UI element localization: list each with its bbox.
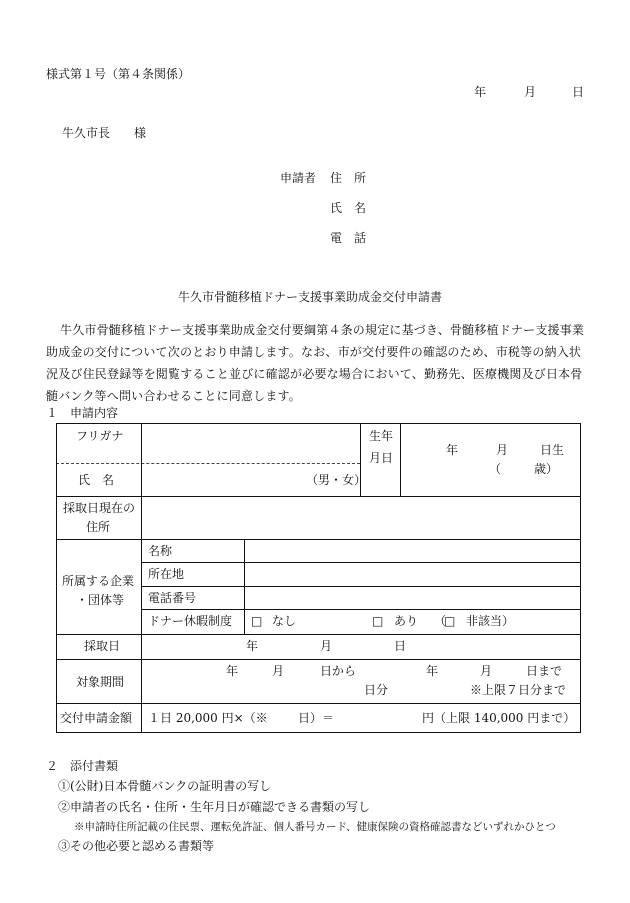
org-row-name: 名称 xyxy=(148,544,173,558)
date-day-label: 日 xyxy=(572,85,585,99)
collection-day-label: 日 xyxy=(394,639,407,653)
birth-label-line2: 月日 xyxy=(369,451,394,465)
leave-none-label: なし xyxy=(272,614,297,628)
leave-exists-label: あり xyxy=(394,614,419,628)
amount-label: 交付申請金額 xyxy=(60,711,133,725)
section2-heading: ２ 添付書類 xyxy=(46,759,119,773)
period-start-month: 月 xyxy=(272,664,285,678)
leave-na-checkbox[interactable]: □ xyxy=(444,614,456,628)
collection-month-label: 月 xyxy=(320,639,333,653)
collection-year-label: 年 xyxy=(246,639,259,653)
form-number: 様式第１号（第４条関係） xyxy=(46,67,191,81)
leave-exists-checkbox[interactable]: □ xyxy=(372,614,384,628)
applicant-phone-label: 電 話 xyxy=(330,231,367,245)
period-days: 日分 xyxy=(364,683,389,697)
date-year-label: 年 xyxy=(474,85,487,99)
org-label-line2: ・団体等 xyxy=(76,593,125,607)
collection-date-label: 採取日 xyxy=(84,639,121,653)
birth-day-label: 日生 xyxy=(540,443,565,457)
amount-days: 日）＝ xyxy=(298,711,335,725)
section1-heading: １ 申請内容 xyxy=(46,406,119,420)
amount-formula: １日 20,000 円×（※ xyxy=(148,711,268,725)
period-start-year: 年 xyxy=(226,664,239,678)
attachment-note: ※申請時住所記載の住民票、運転免許証、個人番号カード、健康保険の資格確認書などいずれかひとつ xyxy=(74,821,556,833)
leave-na-label: 非該当） xyxy=(466,614,515,628)
org-row-leave: ドナー休暇制度 xyxy=(148,614,233,628)
period-limit: ※上限７日分まで xyxy=(470,683,567,697)
leave-na-paren: （ xyxy=(434,614,447,628)
applicant-role-label: 申請者 xyxy=(280,171,317,185)
gender-options: （男・女） xyxy=(306,473,367,487)
applicant-address-label: 住 所 xyxy=(330,171,367,185)
org-row-address: 所在地 xyxy=(148,567,185,581)
period-end-day: 日まで xyxy=(526,664,563,678)
attachment-item-3: ③その他必要と認める書類等 xyxy=(58,839,215,853)
leave-none-checkbox[interactable]: □ xyxy=(251,614,263,628)
period-end-month: 月 xyxy=(480,664,493,678)
date-month-label: 月 xyxy=(524,85,537,99)
org-row-phone: 電話番号 xyxy=(148,591,197,605)
attachment-item-1: ①(公財)日本骨髄バンクの証明書の写し xyxy=(58,779,272,793)
period-start-day: 日から xyxy=(320,664,357,678)
document-body: 牛久市骨髄移植ドナー支援事業助成金交付要綱第４条の規定に基づき、骨髄移植ドナー支援事業助成金の交付について次のとおり申請します。なお、市が交付要件の確認のため、市税等の納入状況及び住民登録等を閲覧すること並びに確認が必要な場合において、勤務先、医療機関及び日本骨髄バンク等へ問い合わせることに同意します。 xyxy=(46,323,585,403)
furigana-label: フリガナ xyxy=(76,429,124,443)
birth-label-line1: 生年 xyxy=(369,429,394,443)
name-label: 氏 名 xyxy=(78,473,115,487)
period-end-year: 年 xyxy=(426,664,439,678)
period-label: 対象期間 xyxy=(76,675,125,689)
org-label-line1: 所属する企業 xyxy=(62,574,135,588)
age-open: （ xyxy=(489,462,502,476)
address-label-line1: 採取日現在の xyxy=(63,501,136,515)
amount-result: 円（上限 140,000 円まで） xyxy=(422,711,576,725)
addressee: 牛久市長 様 xyxy=(62,126,147,140)
document-title: 牛久市骨髄移植ドナー支援事業助成金交付申請書 xyxy=(178,290,443,304)
address-label-line2: 住所 xyxy=(86,520,111,534)
birth-year-label: 年 xyxy=(446,443,459,457)
attachment-item-2: ②申請者の氏名・住所・生年月日が確認できる書類の写し xyxy=(58,800,371,814)
birth-month-label: 月 xyxy=(496,443,509,457)
applicant-name-label: 氏 名 xyxy=(330,201,367,215)
age-close: 歳） xyxy=(534,462,559,476)
